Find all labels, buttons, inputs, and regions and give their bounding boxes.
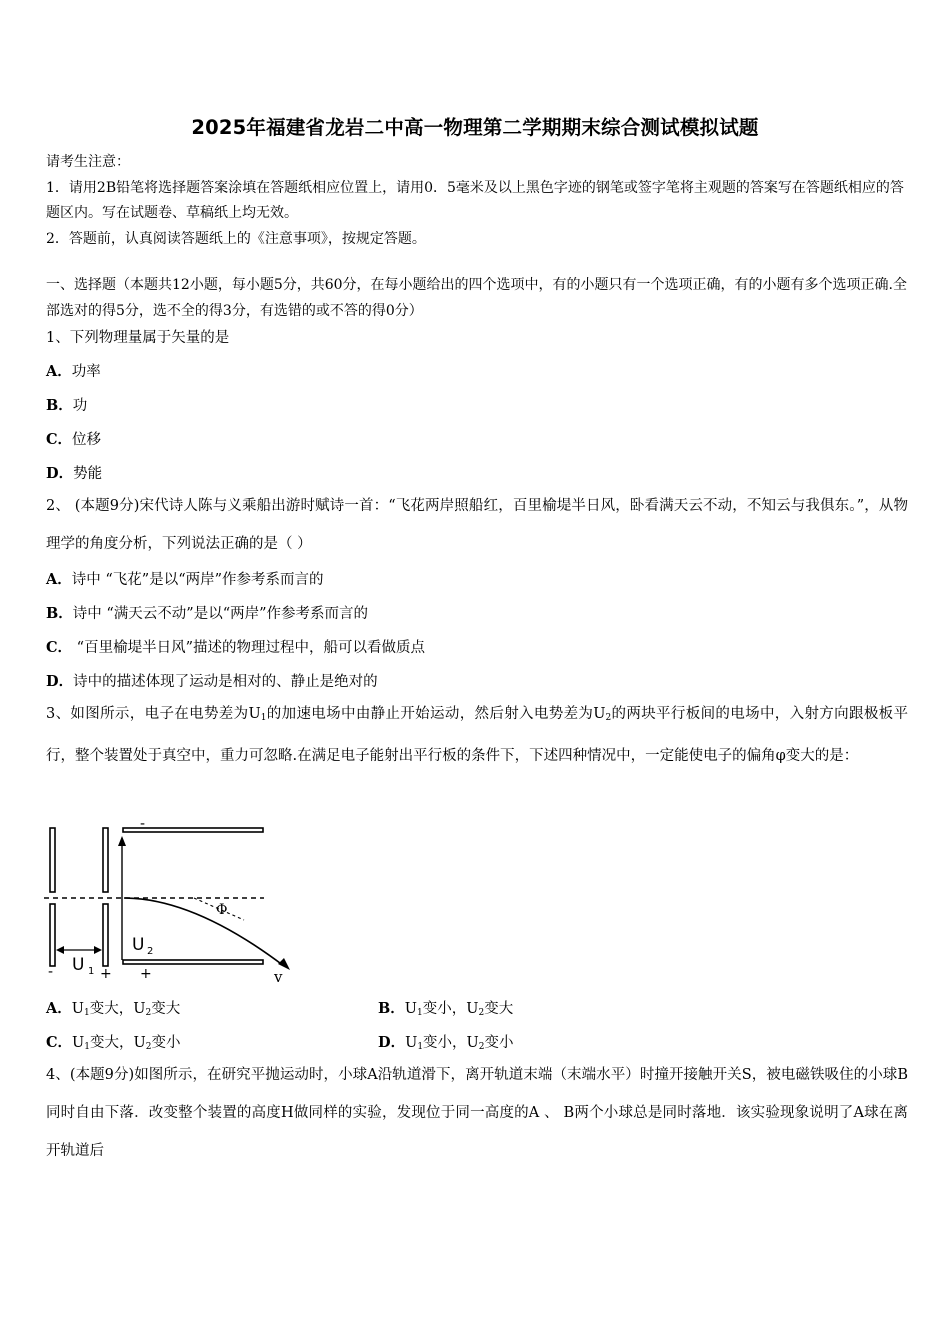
q2-option-d: [46, 670, 378, 691]
electron-deflection-figure: [44, 818, 306, 988]
velocity-label: v: [274, 968, 283, 986]
u2-arrow-head: [118, 836, 126, 846]
u1-arrow-right: [94, 946, 102, 954]
option-sub: 1: [417, 1008, 423, 1018]
q3-option-a: [46, 997, 180, 1018]
question-3-stem: [46, 695, 908, 775]
option-key: A．: [46, 363, 72, 380]
option-sub: 2: [478, 1008, 485, 1018]
q2-option-a: [46, 568, 324, 589]
option-sub: 1: [84, 1042, 91, 1052]
deflect-plate-bottom: [123, 960, 263, 964]
q1-option-a: [46, 360, 101, 381]
q1-option-c: [46, 428, 101, 449]
option-sub: 1: [84, 1008, 90, 1018]
accel-plate-left-upper: [50, 828, 55, 892]
accel-plate-left-lower: [50, 904, 55, 966]
q1-option-b: [46, 394, 87, 415]
option-part: 变小，U: [422, 1001, 479, 1017]
option-text: 诗中 “满天云不动”是以“两岸”作参考系而言的: [72, 606, 369, 622]
option-part: 变大: [484, 1001, 514, 1017]
option-text: 诗中的描述体现了运动是相对的、静止是绝对的: [73, 674, 378, 690]
option-part: 变大: [151, 1001, 181, 1017]
notice-block: [46, 150, 908, 252]
option-text: 诗中 “飞花”是以“两岸”作参考系而言的: [71, 572, 324, 588]
q3-subscript: 2: [605, 713, 612, 723]
u1-arrow-left: [56, 946, 64, 954]
option-text: 功: [72, 398, 88, 414]
option-part: U: [404, 1001, 417, 1017]
option-key: B．: [378, 1000, 405, 1017]
option-part: U: [405, 1035, 418, 1051]
u1-label: U: [72, 955, 85, 975]
option-key: D．: [46, 465, 74, 482]
option-part: U: [71, 1001, 84, 1017]
u2-subscript: 2: [147, 946, 154, 957]
section-instructions: 一、选择题（本题共12小题，每小题5分，共60分，在每小题给出的四个选项中，有的小题只有一个选项正确，有的小题有多个选项正确.全部选对的得5分，选不全的得3分，有选错的或不答的得0分）: [46, 277, 907, 319]
option-part: 变小，U: [423, 1035, 479, 1051]
option-key: C．: [46, 431, 73, 448]
option-sub: 2: [145, 1008, 152, 1018]
question-2-text: 2、 (本题9分)宋代诗人陈与义乘船出游时赋诗一首：“飞花两岸照船红，百里榆堤半日风，卧看满天云不动，不知云与我俱东。”，从物理学的角度分析，下列说法正确的是（ ）: [46, 498, 908, 552]
notice-item: 1．请用2B铅笔将选择题答案涂填在答题纸相应位置上，请用0．5毫米及以上黑色字迹的钢笔或签字笔将主观题的答案写在答题纸相应的答题区内。写在试题卷、草稿纸上均无效。: [46, 179, 904, 221]
accel-plate-right-lower: [103, 904, 108, 966]
accel-plate-right-upper: [103, 828, 108, 892]
q3-stem-part: 3、如图所示，电子在电势差为U: [46, 706, 261, 722]
option-sub: 1: [417, 1042, 424, 1052]
question-4-stem: [46, 1056, 908, 1170]
option-text: 位移: [72, 432, 102, 448]
option-key: D．: [46, 673, 74, 690]
minus-left-label: -: [48, 964, 54, 980]
option-key: A．: [46, 1000, 72, 1017]
phi-label: Φ: [216, 902, 228, 918]
q3-stem-part: 的两块平行板间的电场中，入射方向跟极板平行，整个装置处于真空中，重力可忽略.在满足电子能射出平行板的条件下，下述四种情况中，一定能使电子的偏角φ变大的是：: [46, 706, 908, 764]
page-title: 2025年福建省龙岩二中高一物理第二学期期末综合测试模拟试题: [191, 116, 759, 139]
u1-subscript: 1: [88, 966, 95, 977]
option-part: U: [72, 1035, 85, 1051]
q3-option-d: [378, 1031, 514, 1052]
q3-subscript: 1: [260, 713, 267, 723]
option-key: A．: [46, 571, 72, 588]
option-key: B．: [46, 605, 73, 622]
u2-label: U: [132, 935, 145, 955]
q3-stem-part: 的加速电场中由静止开始运动，然后射入电势差为U: [266, 706, 606, 722]
option-sub: 2: [478, 1042, 485, 1052]
option-part: 变小: [484, 1035, 514, 1051]
option-part: 变小: [151, 1035, 181, 1051]
option-key: D．: [378, 1034, 406, 1051]
q3-option-b: [378, 997, 513, 1018]
notice-heading: 请考生注意：: [46, 154, 130, 170]
option-text: 势能: [73, 466, 103, 482]
option-key: C．: [46, 639, 73, 656]
option-text: 功率: [71, 364, 101, 380]
option-part: 变大，U: [90, 1035, 146, 1051]
q3-option-c: [46, 1031, 180, 1052]
option-part: 变大，U: [89, 1001, 146, 1017]
q2-option-c: [46, 636, 425, 657]
q1-option-d: [46, 462, 102, 483]
notice-item: 2．答题前，认真阅读答题纸上的《注意事项》，按规定答题。: [46, 230, 426, 247]
option-key: B．: [46, 397, 73, 414]
option-sub: 2: [145, 1042, 152, 1052]
question-3-text: [46, 695, 908, 775]
option-key: C．: [46, 1034, 73, 1051]
option-text: “百里榆堤半日风”描述的物理过程中，船可以看做质点: [72, 640, 425, 656]
question-1-stem: 1、下列物理量属于矢量的是: [46, 330, 230, 346]
question-4-text: 4、(本题9分)如图所示，在研究平抛运动时，小球A沿轨道滑下，离开轨道末端（末端水平）时撞开接触开关S，被电磁铁吸住的小球B同时自由下落．改变整个装置的高度H做同样的实验，发现位于同一高度的A 、 B两个小球总是同时落地．该实验现象说明了A球在离开轨道后: [46, 1067, 908, 1159]
question-2-stem: [46, 487, 908, 563]
section-heading: [46, 273, 908, 324]
q2-option-b: [46, 602, 368, 623]
minus-top-label: -: [140, 818, 146, 832]
plus-bottom-label: +: [140, 966, 152, 982]
plus-mid-label: +: [100, 966, 112, 982]
